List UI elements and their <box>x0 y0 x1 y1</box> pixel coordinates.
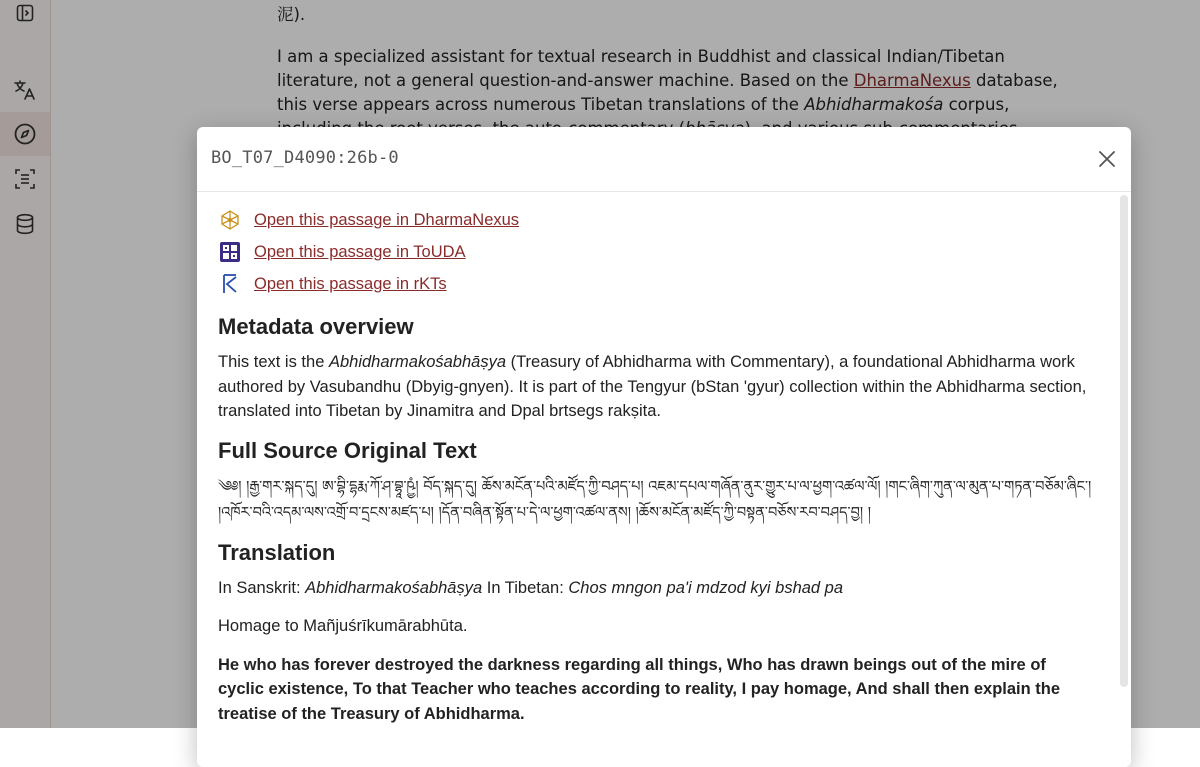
previous-fragment: 泥). <box>277 5 306 24</box>
para-italic: Abhidharmakośa <box>804 95 944 114</box>
metadata-title-italic: Abhidharmakośabhāṣya <box>328 353 506 371</box>
metadata-text-part: This text is the <box>218 353 329 371</box>
external-link-row <box>218 204 1119 236</box>
metadata-heading: Metadata overview <box>218 314 414 339</box>
metadata-text <box>218 350 1088 424</box>
sanskrit-title: Abhidharmakośabhāṣya <box>305 578 483 597</box>
sanskrit-label: In Sanskrit: <box>218 578 306 597</box>
external-link-row <box>218 268 1119 300</box>
open-rkts-link[interactable]: Open this passage in rKTs <box>254 274 447 293</box>
rkts-icon <box>218 272 242 296</box>
homage-text: Homage to Mañjuśrīkumārabhūta. <box>218 617 468 635</box>
para-text: database, this verse appears across numerous Tibetan translations of the <box>277 71 1058 114</box>
close-icon[interactable] <box>1097 149 1117 169</box>
open-dharmanexus-link[interactable]: Open this passage in DharmaNexus <box>254 210 520 229</box>
dharmanexus-icon <box>218 208 242 232</box>
verse-text: He who has forever destroyed the darkness regarding all things, Who has drawn beings out of the mire of cyclic existence, To that Teacher who teaches according to reality, I pay homage, And shall then explain the treatise of the Treasury of Abhidharma. <box>218 655 1061 723</box>
modal-scrollbar[interactable] <box>1120 195 1128 687</box>
para-text: corpus, <box>948 95 1010 114</box>
passage-modal <box>197 127 1131 767</box>
dharmanexus-link[interactable]: DharmaNexus <box>853 71 971 90</box>
source-text: ༄༅། །རྒྱ་གར་སྐད་དུ། ཨ་བྷི་དྷརྨ་ཀོ་ཤ་བྷཱ་ཥྱཾ། བོད་སྐད་དུ། ཆོས་མངོན་པའི་མཛོད་ཀྱི་བཤད་པ། འཇམ་དཔལ་གཞོན་ནུར་གྱུར་པ་ལ་ཕྱག་འཚལ་ལོ། །གང་ཞིག་ཀུན་ལ་མུན་པ་གཏན་བཅོམ་ཞིང་། །འཁོར་བའི་འདམ་ལས་འགྲོ་བ་དྲངས་མཛད་པ། །དོན་བཞིན་སྟོན་པ་དེ་ལ་ཕྱག་འཚལ་ནས། །ཆོས་མངོན་མཛོད་ཀྱི་བསྟན་བཅོས་རབ་བཤད་བྱ། ། <box>218 478 1092 521</box>
external-link-row <box>218 236 1119 268</box>
tibetan-title: Chos mngon pa'i mdzod kyi bshad pa <box>568 578 844 597</box>
translation-title-line <box>218 576 1088 601</box>
source-heading: Full Source Original Text <box>218 437 477 463</box>
modal-title: BO_T07_D4090:26b-0 <box>211 148 399 168</box>
modal-header <box>197 127 1131 192</box>
metadata-text-part: (Treasury of Abhidharma with Commentary), a foundational Abhidharma work authored by Vasubandhu (Dbyig-gnyen). It is part of the Tengyur (bStan 'gyur) collection within the Abhidharma section, translated into Tibetan by Jinamitra and Dpal brtsegs rakṣita. <box>218 353 1087 420</box>
translation-heading: Translation <box>218 539 336 565</box>
touda-icon <box>218 240 242 264</box>
open-touda-link[interactable]: Open this passage in ToUDA <box>254 242 466 261</box>
para-text: I am a specialized assistant for textual research in Buddhist and classical Indian/Tibetan literature, not a general question-and-answer machine. Based on the <box>277 47 1005 90</box>
tibetan-label: In Tibetan: <box>482 578 569 597</box>
modal-body <box>197 192 1119 728</box>
